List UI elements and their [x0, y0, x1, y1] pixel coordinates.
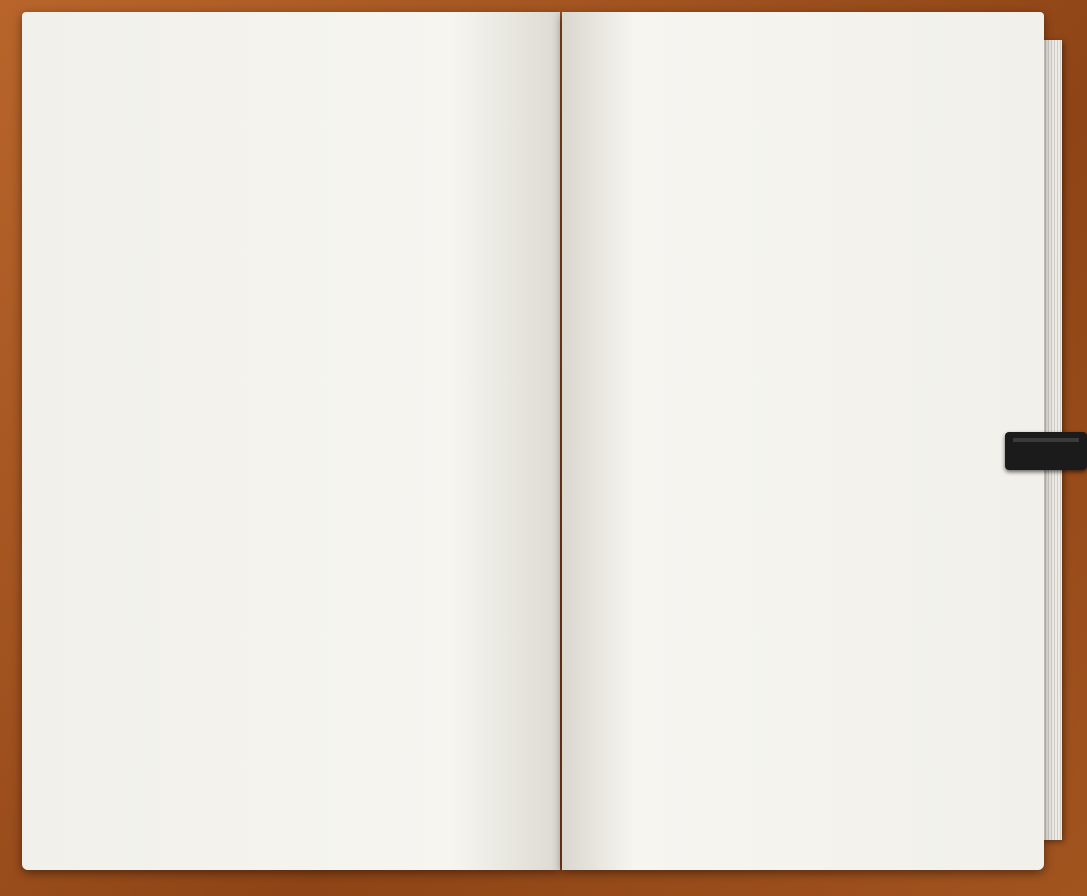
left-page [22, 12, 560, 870]
binder-clip [1005, 432, 1087, 470]
right-page [562, 12, 1044, 870]
